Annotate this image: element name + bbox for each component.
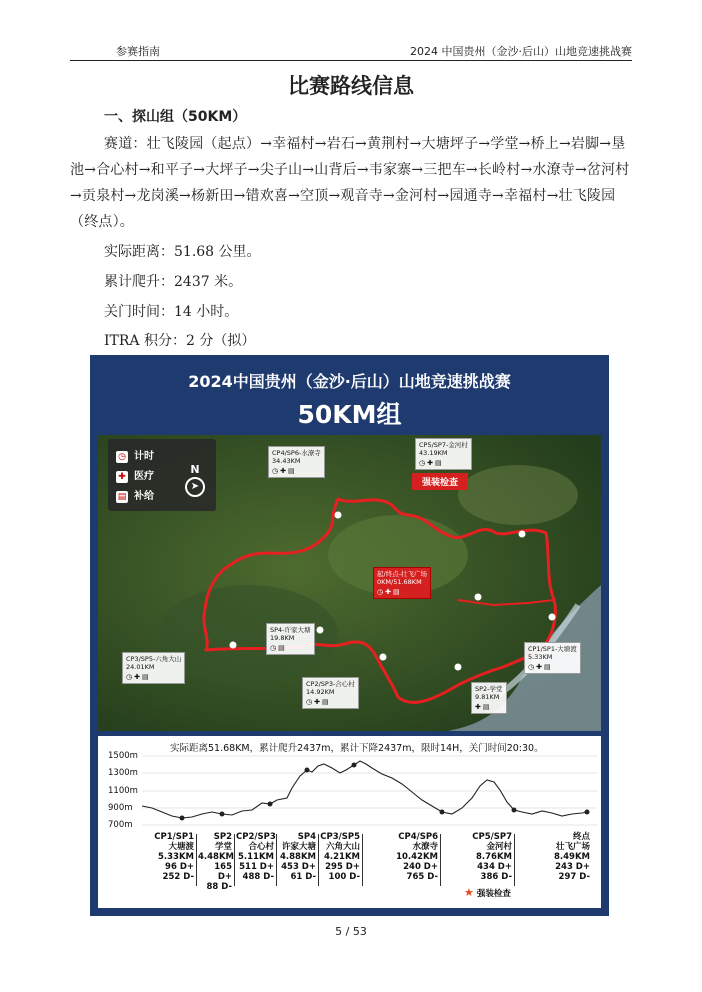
star-icon: ★	[464, 886, 474, 899]
fact-cutoff: 关门时间：14 小时。	[104, 304, 239, 320]
station-icons: ◷✚▤	[272, 467, 297, 475]
marker-cp3	[230, 642, 237, 649]
header-left: 参赛指南	[116, 45, 160, 58]
station-icons: ◷✚▤	[377, 588, 402, 596]
profile-point-finish	[585, 810, 590, 815]
marker-sp2	[455, 664, 462, 671]
station-icons: ◷✚▤	[528, 663, 553, 671]
page-title: 比赛路线信息	[288, 74, 414, 98]
profile-chart	[142, 748, 597, 832]
map-label-cp4: CP4/SP6-水潦寺 34.43KM ◷✚▤	[268, 446, 325, 478]
mandatory-check-badge: 强装检查	[412, 473, 468, 490]
checkpoint-column: 终点 壮飞广场 8.49KM 243 D+ 297 D-	[553, 832, 590, 882]
column-divider	[234, 834, 235, 886]
column-divider	[514, 834, 515, 886]
map-label-cp2: CP2/SP3-合心村 14.92KM ◷✚▤	[302, 677, 359, 709]
poster-subtitle: 50KM组	[297, 400, 402, 429]
fact-distance: 实际距离：51.68 公里。	[104, 244, 261, 260]
checkpoint-column: CP5/SP7 金河村 8.76KM 434 D+ 386 D-	[472, 832, 512, 882]
profile-point-sp2	[220, 812, 225, 817]
map-label-sp2: SP2-学堂 9.81KM ✚▤	[471, 682, 507, 714]
fact-itra: ITRA 积分：2 分（拟）	[104, 333, 256, 349]
y-label: 1100m	[108, 786, 138, 796]
header-right: 2024 中国贵州（金沙·后山）山地竞速挑战赛	[410, 45, 632, 58]
y-label: 1500m	[108, 751, 138, 761]
marker-start	[475, 594, 482, 601]
compass-icon: ➤	[185, 477, 205, 497]
column-divider	[440, 834, 441, 886]
medical-icon: ✚	[116, 471, 128, 483]
station-icons: ◷✚▤	[126, 673, 151, 681]
map-label-start: 起/终点-壮飞广场 0KM/51.68KM ◷✚▤	[373, 567, 431, 599]
timing-icon: ◷	[116, 451, 128, 463]
checkpoint-column: SP4 许家大塘 4.88KM 453 D+ 61 D-	[279, 832, 316, 882]
legend-item: ✚ 医疗	[116, 467, 154, 483]
page-number: 5 / 53	[335, 925, 367, 938]
y-label: 700m	[108, 820, 133, 830]
checkpoint-column: CP2/SP3 合心村 5.11KM 511 D+ 488 D-	[236, 832, 276, 882]
elevation-line	[142, 761, 587, 818]
marker-cp4	[335, 512, 342, 519]
map-label-cp1: CP1/SP1-大塘渡 5.33KM ◷✚▤	[524, 642, 581, 674]
route-description: 赛道：壮飞陵园（起点）→幸福村→岩石→黄荆村→大塘坪子→学堂→桥上→岩脚→垦池→合心村→和平子→大坪子→尖子山→山背后→韦家寨→三把车→长岭村→水潦寺→岔河村→贡泉村→龙岗溪→杨新田→错欢喜→空顶→观音寺→金河村→园通寺→幸福村→壮飞陵园（终点）。	[70, 136, 630, 230]
station-icons: ◷▤	[270, 644, 287, 652]
map-terrain-patch	[458, 465, 578, 525]
column-divider	[196, 834, 197, 886]
section-heading: 一、探山组（50KM）	[104, 109, 247, 125]
checkpoint-column: CP1/SP1 大塘渡 5.33KM 96 D+ 252 D-	[154, 832, 194, 882]
profile-point-cp2	[268, 802, 273, 807]
marker-cp2	[380, 654, 387, 661]
checkpoint-column: SP2 学堂 4.48KM 165 D+ 88 D-	[198, 832, 235, 892]
y-label: 1300m	[108, 768, 138, 778]
page-header	[70, 40, 632, 61]
checkpoint-column: CP4/SP6 水潦寺 10.42KM 240 D+ 765 D-	[396, 832, 438, 882]
check-note: ★ 强装检查	[464, 886, 511, 899]
legend-item: ▤ 补给	[117, 491, 154, 502]
column-divider	[318, 834, 319, 886]
profile-point-cp4	[440, 810, 445, 815]
station-icons: ◷✚▤	[306, 698, 331, 706]
profile-summary: 实际距离51.68KM，累计爬升2437m，累计下降2437m，限时14H，关门时间20:30。	[170, 743, 544, 754]
poster-title: 2024中国贵州（金沙·后山）山地竞速挑战赛	[188, 372, 511, 391]
route-poster	[90, 355, 609, 916]
profile-point-cp5	[512, 808, 517, 813]
compass: N ➤	[184, 463, 206, 497]
y-label: 900m	[108, 803, 133, 813]
map-label-cp3: CP3/SP5-六角大山 24.01KM ◷✚▤	[122, 652, 185, 684]
profile-point-cp3	[352, 763, 357, 768]
supply-icon: ▤	[117, 492, 127, 502]
marker-cp5	[519, 531, 526, 538]
station-icons: ◷✚▤	[419, 459, 444, 467]
fact-elevation: 累计爬升：2437 米。	[104, 274, 243, 290]
marker-cp1	[549, 614, 556, 621]
profile-point-cp1	[180, 816, 185, 821]
elevation-profile	[98, 736, 601, 908]
column-divider	[362, 834, 363, 886]
checkpoint-column: CP3/SP5 六角大山 4.21KM 295 D+ 100 D-	[320, 832, 360, 882]
marker-sp4	[317, 627, 324, 634]
station-icons: ✚▤	[475, 703, 492, 711]
map-label-sp4: SP4-许家大塘 19.8KM ◷▤	[266, 623, 315, 655]
profile-point-sp4	[305, 768, 310, 773]
map-label-cp5: CP5/SP7-金河村 43.19KM ◷✚▤	[415, 438, 472, 470]
legend-item: ◷ 计时	[116, 447, 154, 463]
column-divider	[276, 834, 277, 886]
